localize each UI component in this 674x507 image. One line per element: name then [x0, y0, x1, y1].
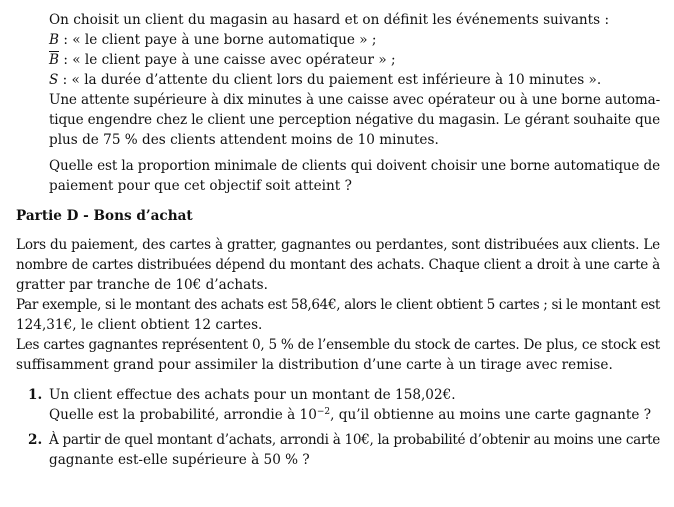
question-1-exponent: −2 [316, 407, 331, 417]
partie-d-line-3: gratter par tranche de 10€ d’achats. [16, 277, 268, 293]
section-title: Partie D - Bons d’achat [16, 208, 193, 224]
event-b-symbol: B [49, 32, 59, 48]
question-1-post: , qu’il obtienne au moins une carte gagnante ? [330, 407, 652, 423]
event-b-bar [49, 50, 396, 70]
question-1-line-2 [49, 405, 651, 425]
intro-line-7: plus de 75 % des clients attendent moins de 10 minutes. [49, 132, 439, 148]
question-2-line-2: gagnante est-elle supérieure à 50 % ? [49, 452, 310, 468]
question-line-1: Quelle est la proportion minimale de clients qui doivent choisir une borne automatique de [49, 158, 661, 174]
question-2-line-1: À partir de quel montant d’achats, arrondi à 10€, la probabilité d’obtenir au moins une carte [49, 432, 660, 448]
event-s-symbol: S [49, 72, 59, 88]
question-line-2: paiement pour que cet objectif soit atteint ? [49, 178, 352, 194]
intro-line-5: Une attente supérieure à dix minutes à une caisse avec opérateur ou à une borne automa- [49, 92, 661, 108]
event-b-bar-symbol: $\overline{B}$ [49, 52, 59, 68]
partie-d-line-4: Par exemple, si le montant des achats est 58,64€, alors le client obtient 5 cartes ; si le montant est [16, 297, 660, 313]
event-s [49, 70, 601, 90]
intro-line-6: tique engendre chez le client une perception négative du magasin. Le gérant souhaite que [49, 112, 660, 128]
question-1-number: 1. [28, 387, 43, 403]
event-b [49, 30, 376, 50]
question-1-pre: Quelle est la probabilité, arrondie à 10 [49, 407, 317, 423]
event-s-text: : « la durée d’attente du client lors du paiement est inférieure à 10 minutes ». [58, 72, 602, 88]
partie-d-line-7: suffisamment grand pour assimiler la distribution d’une carte à un tirage avec remise. [16, 357, 613, 373]
intro-line-1: On choisit un client du magasin au hasard et on définit les événements suivants : [49, 12, 610, 28]
partie-d-line-2: nombre de cartes distribuées dépend du montant des achats. Chaque client a droit à une carte à [16, 257, 661, 273]
event-b-bar-text: : « le client paye à une caisse avec opérateur » ; [59, 52, 396, 68]
partie-d-line-5: 124,31€, le client obtient 12 cartes. [16, 317, 263, 333]
question-1-line-1: Un client effectue des achats pour un montant de 158,02€. [49, 387, 456, 403]
partie-d-line-1: Lors du paiement, des cartes à gratter, gagnantes ou perdantes, sont distribuées aux clients. Le [16, 237, 660, 253]
question-2-number: 2. [28, 432, 43, 448]
partie-d-line-6: Les cartes gagnantes représentent 0, 5 % de l’ensemble du stock de cartes. De plus, ce stock est [16, 337, 660, 353]
event-b-text: : « le client paye à une borne automatique » ; [59, 32, 377, 48]
